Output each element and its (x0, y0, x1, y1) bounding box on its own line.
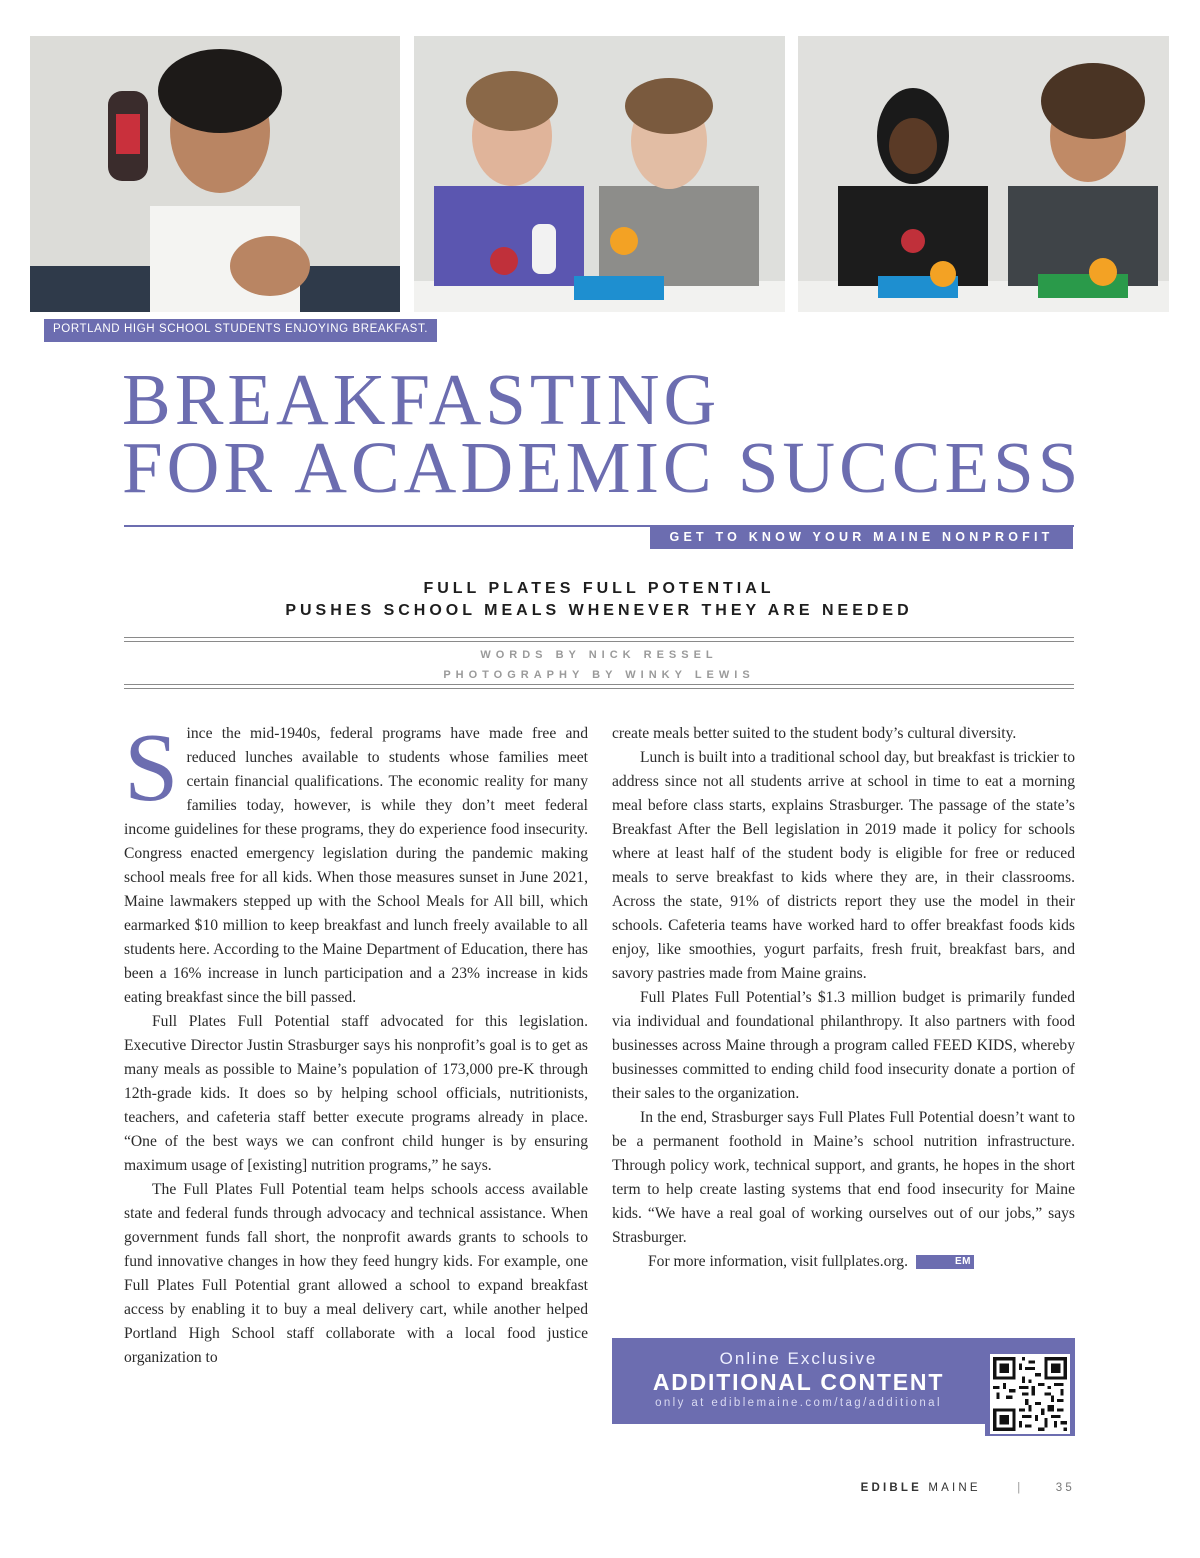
more-info-text: For more information, visit fullplates.org. (648, 1253, 909, 1270)
footer-brand: EDIBLE (860, 1482, 922, 1494)
section-tag: GET TO KNOW YOUR MAINE NONPROFIT (650, 525, 1073, 549)
body-paragraph: Full Plates Full Potential staff advocated for this legislation. Executive Director Justin Strasburger says his nonprofit’s goal is to get as many meals as possible to Maine’s population of 173,000 pre-K through 12th-grade kids. It does so by helping school officials, nutritionists, teachers, and cafeteria staff better execute programs already in place. “One of the best ways we can confront child hunger is by ensuring maximum usage of [existing] nutrition programs,” he says. (124, 1013, 588, 1174)
photo-two-students-laughing (798, 36, 1169, 312)
subhead-line-1: FULL PLATES FULL POTENTIAL (423, 580, 775, 597)
photo-student-with-milk (30, 36, 400, 312)
body-column-left (124, 714, 588, 1370)
body-paragraph-continued: create meals better suited to the student body’s cultural diversity. (612, 725, 1017, 742)
online-exclusive-banner[interactable] (612, 1338, 985, 1424)
subhead-line-2: PUSHES SCHOOL MEALS WHENEVER THEY ARE NEEDED (285, 602, 913, 619)
more-info-line (612, 1250, 1075, 1274)
promo-kicker: Online Exclusive (719, 1349, 878, 1368)
body-paragraph: Full Plates Full Potential’s $1.3 million budget is primarily funded via individual and foundational philanthropy. It also partners with food businesses across Maine through a program called FEED KIDS, whereby businesses committed to ending child food insecurity donate a portion of their sales to the organization. (612, 989, 1075, 1102)
promo-url[interactable]: only at ediblemaine.com/tag/additional (655, 1397, 942, 1409)
body-paragraph: The Full Plates Full Potential team helps schools access available state and federal funds through advocacy and technical assistance. When government funds fall short, the nonprofit awards grants to schools to fund innovative changes in how they feed hungry kids. For example, one Full Plates Full Potential grant allowed a school to expand breakfast access by enabling it to buy a meal delivery cart, while another helped Portland High School staff collaborate with a local food justice organization to (124, 1181, 588, 1366)
drop-cap: S (124, 714, 179, 822)
paragraph-text: ince the mid-1940s, federal programs have made free and reduced lunches available to students whose families meet certain financial qualifications. The economic reality for many families today, however, is while they don’t meet federal income guidelines for these programs, they do experience food insecurity. Congress enacted emergency legislation during the pandemic making school meals free for all kids. When those measures sunset in June 2021, Maine lawmakers stepped up with the School Meals for All bill, which earmarked $10 million to keep breakfast and lunch freely available to all students here. According to the Maine Department of Education, there has been a 16% increase in lunch participation and a 23% increase in kids eating breakfast since the bill passed. (124, 725, 588, 1006)
photo-caption: PORTLAND HIGH SCHOOL STUDENTS ENJOYING BREAKFAST. (44, 319, 437, 342)
body-paragraph (124, 714, 588, 1010)
credits-rule-top (124, 637, 1074, 642)
body-paragraph: Lunch is built into a traditional school day, but breakfast is trickier to address since not all students arrive at school in time to eat a morning meal before class starts, explains Strasburger. The passage of the state’s Breakfast After the Bell legislation in 2019 made it policy for schools where at least half of the student body is eligible for free or reduced meals to serve breakfast to kids where they are, in their classrooms. Across the state, 91% of districts report they use the model in their schools. Cafeteria teams have worked hard to offer breakfast foods kids enjoy, like smoothies, yogurt parfaits, fresh fruit, breakfast bars, and savory pastries made from Maine grains. (612, 749, 1075, 982)
footer-separator: | (1017, 1482, 1024, 1494)
article-title (122, 359, 1102, 508)
promo-title: ADDITIONAL CONTENT (652, 1369, 945, 1395)
photo-two-students-with-trays (414, 36, 785, 312)
byline-words: WORDS BY NICK RESSEL (480, 649, 718, 661)
byline (124, 645, 1074, 685)
footer-brand-2: MAINE (928, 1482, 981, 1494)
qr-code-icon[interactable] (990, 1354, 1070, 1434)
title-line-1: BREAKFASTING (122, 359, 721, 440)
body-column-right (612, 722, 1075, 1274)
end-mark-logo: EM (916, 1255, 974, 1269)
page-number: 35 (1055, 1482, 1075, 1494)
credits-rule-bottom (124, 684, 1074, 689)
byline-photography: PHOTOGRAPHY BY WINKY LEWIS (443, 669, 755, 681)
body-paragraph: In the end, Strasburger says Full Plates Full Potential doesn’t want to be a permanent foothold in Maine’s school nutrition infrastructure. Through policy work, technical support, and grants, he hopes in the short term to help create lasting systems that end food insecurity for Maine kids. “We have a real goal of working ourselves out of our jobs,” says Strasburger. (612, 1109, 1075, 1246)
title-line-2: FOR ACADEMIC SUCCESS (122, 427, 1083, 508)
article-subhead (124, 578, 1074, 622)
page-footer (861, 1482, 1075, 1494)
